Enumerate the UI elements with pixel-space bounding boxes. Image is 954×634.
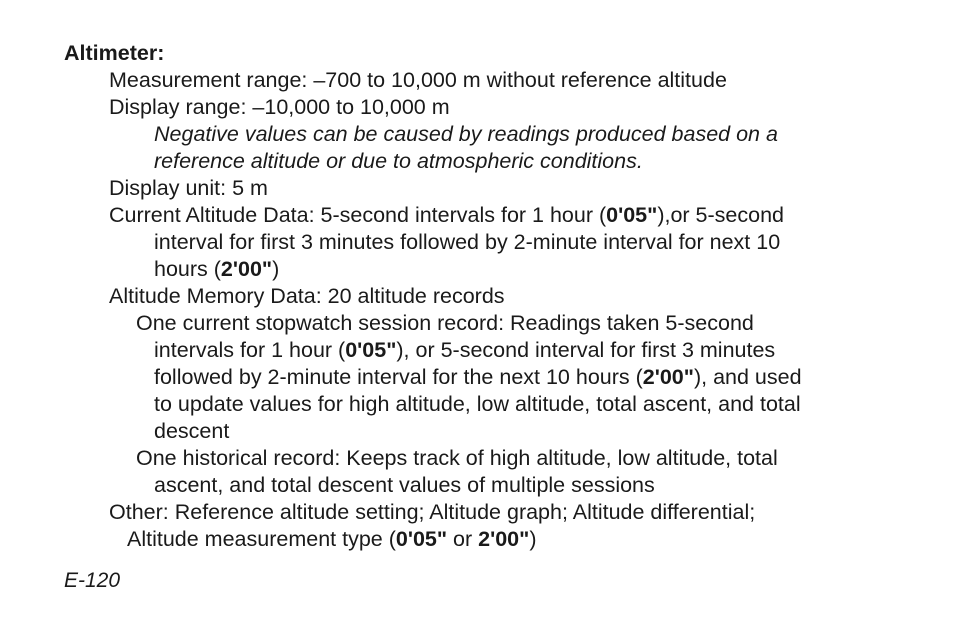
current-altitude-text-a: Current Altitude Data: 5-second intervals for 1 hour ( [109,203,607,227]
current-altitude-text-c: hours ( [154,257,221,281]
current-altitude-text-d: ) [272,257,280,281]
other-code-05: 0'05" [395,527,448,551]
other-text-or: or [447,527,479,551]
stopwatch-code-05: 0'05" [345,338,397,362]
section-heading: Altimeter: [64,41,165,65]
stopwatch-text-b: ), or 5-second interval for first 3 minutes [396,338,776,362]
stopwatch-code-200: 2'00" [642,365,694,389]
display-range: Display range: –10,000 to 10,000 m [109,95,450,119]
current-altitude-code-200: 2'00" [220,257,273,281]
altitude-memory: Altitude Memory Data: 20 altitude records [109,284,505,308]
current-altitude-line-1 [109,202,784,229]
other-text-b: ) [529,527,537,551]
note-line-1: Negative values can be caused by readings produced based on a [154,122,778,146]
stopwatch-record-line-2 [154,337,775,364]
current-altitude-line-3 [154,256,279,283]
stopwatch-record-line-1: One current stopwatch session record: Readings taken 5-second [136,311,754,335]
stopwatch-text-c: followed by 2-minute interval for the next 10 hours ( [154,365,643,389]
stopwatch-text-d: ), and used [693,365,802,389]
stopwatch-record-line-5: descent [154,419,230,443]
other-line-1: Other: Reference altitude setting; Altitude graph; Altitude differential; [109,500,756,524]
historical-record-line-1: One historical record: Keeps track of high altitude, low altitude, total [136,446,778,470]
other-text-a: Altitude measurement type ( [127,527,396,551]
current-altitude-code-05: 0'05" [606,203,658,227]
note-line-2: reference altitude or due to atmospheric conditions. [154,149,643,173]
stopwatch-text-a: intervals for 1 hour ( [154,338,346,362]
current-altitude-text-b: ),or 5-second [657,203,784,227]
page-number: E-120 [64,569,121,592]
stopwatch-record-line-4: to update values for high altitude, low altitude, total ascent, and total [154,392,801,416]
current-altitude-line-2: interval for first 3 minutes followed by 2-minute interval for next 10 [154,230,781,254]
other-line-2 [127,526,537,553]
historical-record-line-2: ascent, and total descent values of multiple sessions [154,473,655,497]
other-code-200: 2'00" [478,527,530,551]
display-unit: Display unit: 5 m [109,176,268,200]
stopwatch-record-line-3 [154,364,802,391]
measurement-range: Measurement range: –700 to 10,000 m without reference altitude [109,68,727,92]
